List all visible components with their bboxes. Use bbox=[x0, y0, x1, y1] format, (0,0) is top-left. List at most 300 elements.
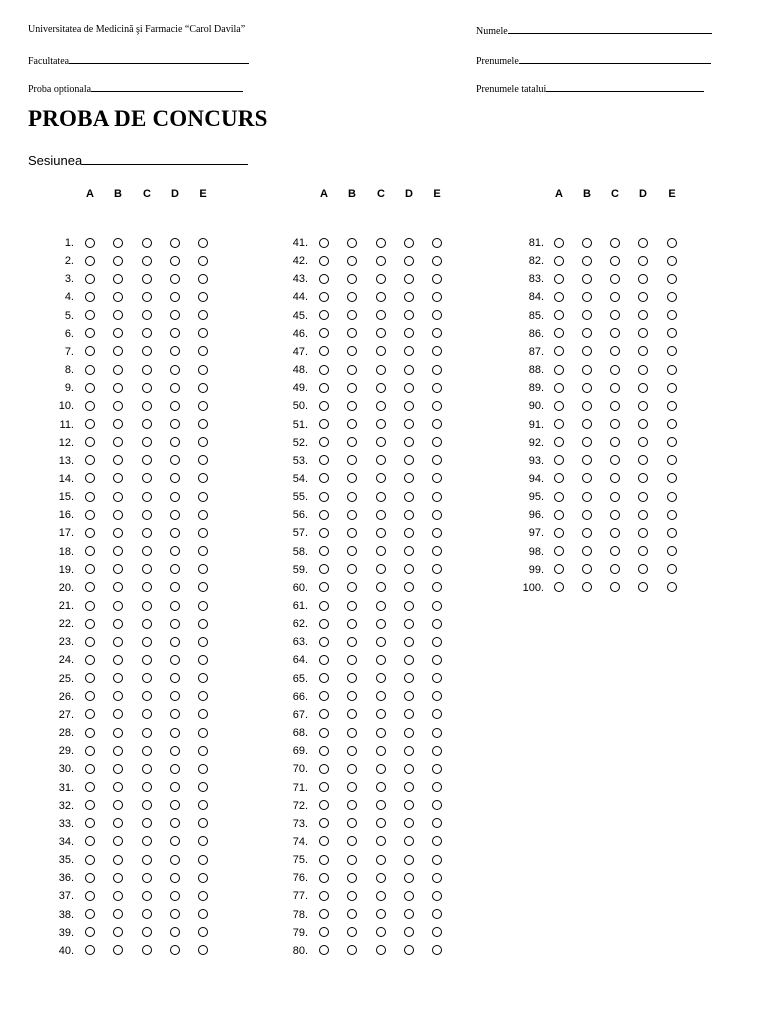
answer-bubble-a[interactable] bbox=[319, 691, 329, 701]
answer-bubble-b[interactable] bbox=[113, 637, 123, 647]
answer-bubble-a[interactable] bbox=[554, 365, 564, 375]
answer-bubble-d[interactable] bbox=[638, 328, 648, 338]
answer-bubble-a[interactable] bbox=[85, 510, 95, 520]
answer-bubble-d[interactable] bbox=[170, 437, 180, 447]
answer-bubble-d[interactable] bbox=[404, 891, 414, 901]
answer-bubble-d[interactable] bbox=[404, 328, 414, 338]
answer-bubble-b[interactable] bbox=[113, 292, 123, 302]
answer-bubble-a[interactable] bbox=[85, 836, 95, 846]
answer-bubble-b[interactable] bbox=[113, 455, 123, 465]
answer-bubble-a[interactable] bbox=[554, 383, 564, 393]
answer-bubble-d[interactable] bbox=[170, 274, 180, 284]
answer-bubble-e[interactable] bbox=[432, 655, 442, 665]
answer-bubble-c[interactable] bbox=[142, 437, 152, 447]
answer-bubble-d[interactable] bbox=[170, 492, 180, 502]
answer-bubble-c[interactable] bbox=[376, 473, 386, 483]
answer-bubble-a[interactable] bbox=[85, 328, 95, 338]
answer-bubble-a[interactable] bbox=[85, 855, 95, 865]
answer-bubble-c[interactable] bbox=[610, 582, 620, 592]
answer-bubble-e[interactable] bbox=[198, 437, 208, 447]
answer-bubble-b[interactable] bbox=[113, 927, 123, 937]
answer-bubble-c[interactable] bbox=[376, 855, 386, 865]
answer-bubble-d[interactable] bbox=[404, 673, 414, 683]
answer-bubble-e[interactable] bbox=[432, 728, 442, 738]
answer-bubble-c[interactable] bbox=[142, 238, 152, 248]
answer-bubble-d[interactable] bbox=[170, 582, 180, 592]
answer-bubble-c[interactable] bbox=[142, 492, 152, 502]
answer-bubble-d[interactable] bbox=[404, 619, 414, 629]
answer-bubble-a[interactable] bbox=[85, 746, 95, 756]
answer-bubble-c[interactable] bbox=[142, 709, 152, 719]
answer-bubble-a[interactable] bbox=[319, 927, 329, 937]
answer-bubble-a[interactable] bbox=[554, 419, 564, 429]
answer-bubble-d[interactable] bbox=[170, 691, 180, 701]
answer-bubble-b[interactable] bbox=[347, 637, 357, 647]
answer-bubble-c[interactable] bbox=[376, 909, 386, 919]
answer-bubble-d[interactable] bbox=[404, 764, 414, 774]
answer-bubble-b[interactable] bbox=[113, 709, 123, 719]
answer-bubble-a[interactable] bbox=[319, 528, 329, 538]
answer-bubble-a[interactable] bbox=[319, 637, 329, 647]
answer-bubble-e[interactable] bbox=[667, 455, 677, 465]
answer-bubble-d[interactable] bbox=[170, 637, 180, 647]
answer-bubble-c[interactable] bbox=[610, 510, 620, 520]
answer-bubble-b[interactable] bbox=[113, 492, 123, 502]
answer-bubble-d[interactable] bbox=[170, 709, 180, 719]
answer-bubble-b[interactable] bbox=[113, 764, 123, 774]
answer-bubble-b[interactable] bbox=[347, 927, 357, 937]
answer-bubble-d[interactable] bbox=[170, 855, 180, 865]
answer-bubble-c[interactable] bbox=[142, 746, 152, 756]
answer-bubble-c[interactable] bbox=[142, 855, 152, 865]
answer-bubble-a[interactable] bbox=[85, 546, 95, 556]
answer-bubble-a[interactable] bbox=[554, 473, 564, 483]
answer-bubble-b[interactable] bbox=[582, 274, 592, 284]
answer-bubble-b[interactable] bbox=[113, 582, 123, 592]
answer-bubble-d[interactable] bbox=[638, 473, 648, 483]
answer-bubble-c[interactable] bbox=[142, 274, 152, 284]
answer-bubble-d[interactable] bbox=[170, 310, 180, 320]
answer-bubble-a[interactable] bbox=[85, 473, 95, 483]
answer-bubble-c[interactable] bbox=[142, 655, 152, 665]
answer-bubble-e[interactable] bbox=[432, 782, 442, 792]
answer-bubble-c[interactable] bbox=[610, 455, 620, 465]
answer-bubble-b[interactable] bbox=[347, 492, 357, 502]
answer-bubble-e[interactable] bbox=[667, 528, 677, 538]
answer-bubble-a[interactable] bbox=[319, 328, 329, 338]
answer-bubble-a[interactable] bbox=[319, 238, 329, 248]
answer-bubble-d[interactable] bbox=[638, 346, 648, 356]
answer-bubble-d[interactable] bbox=[404, 346, 414, 356]
answer-bubble-e[interactable] bbox=[432, 637, 442, 647]
answer-bubble-d[interactable] bbox=[404, 310, 414, 320]
answer-bubble-c[interactable] bbox=[376, 383, 386, 393]
answer-bubble-a[interactable] bbox=[85, 365, 95, 375]
answer-bubble-d[interactable] bbox=[404, 437, 414, 447]
answer-bubble-b[interactable] bbox=[113, 855, 123, 865]
answer-bubble-b[interactable] bbox=[347, 764, 357, 774]
answer-bubble-b[interactable] bbox=[582, 419, 592, 429]
answer-bubble-e[interactable] bbox=[667, 401, 677, 411]
answer-bubble-d[interactable] bbox=[404, 238, 414, 248]
session-input-line[interactable] bbox=[82, 152, 248, 165]
answer-bubble-b[interactable] bbox=[347, 601, 357, 611]
answer-bubble-c[interactable] bbox=[376, 873, 386, 883]
answer-bubble-e[interactable] bbox=[432, 365, 442, 375]
answer-bubble-d[interactable] bbox=[404, 292, 414, 302]
answer-bubble-e[interactable] bbox=[432, 691, 442, 701]
answer-bubble-c[interactable] bbox=[376, 546, 386, 556]
answer-bubble-c[interactable] bbox=[142, 455, 152, 465]
answer-bubble-c[interactable] bbox=[376, 673, 386, 683]
answer-bubble-e[interactable] bbox=[198, 836, 208, 846]
answer-bubble-d[interactable] bbox=[638, 546, 648, 556]
answer-bubble-b[interactable] bbox=[113, 619, 123, 629]
answer-bubble-e[interactable] bbox=[432, 945, 442, 955]
answer-bubble-e[interactable] bbox=[198, 256, 208, 266]
answer-bubble-d[interactable] bbox=[404, 528, 414, 538]
answer-bubble-b[interactable] bbox=[347, 292, 357, 302]
answer-bubble-c[interactable] bbox=[610, 383, 620, 393]
answer-bubble-c[interactable] bbox=[142, 836, 152, 846]
answer-bubble-b[interactable] bbox=[347, 238, 357, 248]
answer-bubble-d[interactable] bbox=[404, 365, 414, 375]
answer-bubble-a[interactable] bbox=[319, 473, 329, 483]
answer-bubble-c[interactable] bbox=[142, 619, 152, 629]
answer-bubble-d[interactable] bbox=[170, 365, 180, 375]
answer-bubble-b[interactable] bbox=[347, 346, 357, 356]
answer-bubble-c[interactable] bbox=[376, 945, 386, 955]
answer-bubble-a[interactable] bbox=[319, 891, 329, 901]
answer-bubble-e[interactable] bbox=[432, 891, 442, 901]
answer-bubble-e[interactable] bbox=[432, 582, 442, 592]
answer-bubble-b[interactable] bbox=[347, 691, 357, 701]
answer-bubble-c[interactable] bbox=[610, 238, 620, 248]
answer-bubble-c[interactable] bbox=[610, 437, 620, 447]
answer-bubble-d[interactable] bbox=[170, 564, 180, 574]
answer-bubble-d[interactable] bbox=[404, 473, 414, 483]
answer-bubble-c[interactable] bbox=[610, 419, 620, 429]
answer-bubble-e[interactable] bbox=[198, 582, 208, 592]
answer-bubble-d[interactable] bbox=[404, 818, 414, 828]
answer-bubble-d[interactable] bbox=[638, 455, 648, 465]
answer-bubble-d[interactable] bbox=[404, 582, 414, 592]
answer-bubble-b[interactable] bbox=[347, 673, 357, 683]
answer-bubble-e[interactable] bbox=[198, 346, 208, 356]
answer-bubble-b[interactable] bbox=[113, 673, 123, 683]
answer-bubble-b[interactable] bbox=[582, 328, 592, 338]
answer-bubble-b[interactable] bbox=[113, 528, 123, 538]
answer-bubble-e[interactable] bbox=[432, 818, 442, 828]
answer-bubble-c[interactable] bbox=[142, 927, 152, 937]
answer-bubble-d[interactable] bbox=[638, 365, 648, 375]
answer-bubble-c[interactable] bbox=[376, 564, 386, 574]
answer-bubble-e[interactable] bbox=[432, 764, 442, 774]
answer-bubble-d[interactable] bbox=[170, 455, 180, 465]
answer-bubble-a[interactable] bbox=[85, 818, 95, 828]
answer-bubble-e[interactable] bbox=[198, 383, 208, 393]
answer-bubble-e[interactable] bbox=[198, 691, 208, 701]
answer-bubble-c[interactable] bbox=[142, 564, 152, 574]
answer-bubble-b[interactable] bbox=[347, 782, 357, 792]
answer-bubble-d[interactable] bbox=[638, 238, 648, 248]
answer-bubble-e[interactable] bbox=[198, 637, 208, 647]
answer-bubble-c[interactable] bbox=[142, 637, 152, 647]
answer-bubble-c[interactable] bbox=[376, 346, 386, 356]
answer-bubble-c[interactable] bbox=[376, 764, 386, 774]
answer-bubble-d[interactable] bbox=[170, 346, 180, 356]
answer-bubble-d[interactable] bbox=[638, 292, 648, 302]
answer-bubble-a[interactable] bbox=[85, 782, 95, 792]
answer-bubble-a[interactable] bbox=[85, 238, 95, 248]
answer-bubble-e[interactable] bbox=[432, 800, 442, 810]
answer-bubble-a[interactable] bbox=[319, 455, 329, 465]
answer-bubble-d[interactable] bbox=[638, 401, 648, 411]
answer-bubble-a[interactable] bbox=[554, 310, 564, 320]
answer-bubble-c[interactable] bbox=[376, 637, 386, 647]
answer-bubble-c[interactable] bbox=[142, 256, 152, 266]
answer-bubble-b[interactable] bbox=[113, 401, 123, 411]
answer-bubble-d[interactable] bbox=[404, 873, 414, 883]
answer-bubble-c[interactable] bbox=[376, 927, 386, 937]
answer-bubble-a[interactable] bbox=[319, 800, 329, 810]
answer-bubble-a[interactable] bbox=[85, 673, 95, 683]
answer-bubble-b[interactable] bbox=[347, 855, 357, 865]
answer-bubble-b[interactable] bbox=[347, 800, 357, 810]
answer-bubble-e[interactable] bbox=[432, 492, 442, 502]
answer-bubble-c[interactable] bbox=[142, 328, 152, 338]
answer-bubble-c[interactable] bbox=[376, 437, 386, 447]
answer-bubble-c[interactable] bbox=[610, 473, 620, 483]
answer-bubble-b[interactable] bbox=[113, 328, 123, 338]
answer-bubble-e[interactable] bbox=[432, 601, 442, 611]
answer-bubble-b[interactable] bbox=[113, 818, 123, 828]
answer-bubble-e[interactable] bbox=[667, 365, 677, 375]
answer-bubble-c[interactable] bbox=[376, 601, 386, 611]
answer-bubble-e[interactable] bbox=[667, 546, 677, 556]
answer-bubble-b[interactable] bbox=[347, 437, 357, 447]
answer-bubble-d[interactable] bbox=[404, 274, 414, 284]
answer-bubble-c[interactable] bbox=[142, 292, 152, 302]
answer-bubble-a[interactable] bbox=[85, 728, 95, 738]
answer-bubble-a[interactable] bbox=[85, 927, 95, 937]
answer-bubble-d[interactable] bbox=[404, 709, 414, 719]
answer-bubble-d[interactable] bbox=[170, 673, 180, 683]
answer-bubble-a[interactable] bbox=[319, 746, 329, 756]
answer-bubble-c[interactable] bbox=[376, 800, 386, 810]
answer-bubble-d[interactable] bbox=[404, 655, 414, 665]
answer-bubble-c[interactable] bbox=[610, 310, 620, 320]
answer-bubble-b[interactable] bbox=[113, 891, 123, 901]
answer-bubble-d[interactable] bbox=[170, 238, 180, 248]
answer-bubble-e[interactable] bbox=[432, 909, 442, 919]
answer-bubble-a[interactable] bbox=[85, 256, 95, 266]
answer-bubble-d[interactable] bbox=[170, 619, 180, 629]
answer-bubble-d[interactable] bbox=[170, 873, 180, 883]
answer-bubble-e[interactable] bbox=[198, 673, 208, 683]
answer-bubble-e[interactable] bbox=[667, 238, 677, 248]
answer-bubble-c[interactable] bbox=[610, 346, 620, 356]
answer-bubble-a[interactable] bbox=[319, 510, 329, 520]
answer-bubble-a[interactable] bbox=[554, 510, 564, 520]
answer-bubble-a[interactable] bbox=[319, 346, 329, 356]
answer-bubble-e[interactable] bbox=[198, 891, 208, 901]
answer-bubble-a[interactable] bbox=[554, 564, 564, 574]
answer-bubble-e[interactable] bbox=[198, 873, 208, 883]
answer-bubble-e[interactable] bbox=[432, 836, 442, 846]
answer-bubble-a[interactable] bbox=[85, 401, 95, 411]
answer-bubble-d[interactable] bbox=[638, 564, 648, 574]
answer-bubble-b[interactable] bbox=[113, 365, 123, 375]
answer-bubble-c[interactable] bbox=[142, 601, 152, 611]
answer-bubble-a[interactable] bbox=[554, 256, 564, 266]
answer-bubble-b[interactable] bbox=[582, 383, 592, 393]
answer-bubble-b[interactable] bbox=[113, 945, 123, 955]
answer-bubble-a[interactable] bbox=[85, 800, 95, 810]
answer-bubble-e[interactable] bbox=[198, 746, 208, 756]
answer-bubble-e[interactable] bbox=[667, 346, 677, 356]
answer-bubble-a[interactable] bbox=[319, 546, 329, 556]
answer-bubble-c[interactable] bbox=[142, 673, 152, 683]
answer-bubble-d[interactable] bbox=[170, 546, 180, 556]
answer-bubble-a[interactable] bbox=[85, 310, 95, 320]
father-name-input-line[interactable] bbox=[546, 82, 704, 92]
answer-bubble-e[interactable] bbox=[432, 346, 442, 356]
answer-bubble-e[interactable] bbox=[198, 473, 208, 483]
answer-bubble-d[interactable] bbox=[638, 510, 648, 520]
answer-bubble-b[interactable] bbox=[582, 528, 592, 538]
answer-bubble-a[interactable] bbox=[554, 582, 564, 592]
answer-bubble-a[interactable] bbox=[554, 274, 564, 284]
answer-bubble-a[interactable] bbox=[85, 619, 95, 629]
answer-bubble-a[interactable] bbox=[85, 637, 95, 647]
answer-bubble-d[interactable] bbox=[170, 836, 180, 846]
answer-bubble-b[interactable] bbox=[582, 546, 592, 556]
answer-bubble-a[interactable] bbox=[554, 546, 564, 556]
answer-bubble-c[interactable] bbox=[142, 800, 152, 810]
answer-bubble-e[interactable] bbox=[198, 800, 208, 810]
answer-bubble-d[interactable] bbox=[170, 601, 180, 611]
answer-bubble-e[interactable] bbox=[432, 419, 442, 429]
answer-bubble-c[interactable] bbox=[376, 365, 386, 375]
answer-bubble-e[interactable] bbox=[198, 655, 208, 665]
answer-bubble-a[interactable] bbox=[554, 528, 564, 538]
answer-bubble-e[interactable] bbox=[432, 855, 442, 865]
answer-bubble-b[interactable] bbox=[582, 492, 592, 502]
optional-test-input-line[interactable] bbox=[91, 82, 243, 92]
answer-bubble-e[interactable] bbox=[432, 528, 442, 538]
answer-bubble-a[interactable] bbox=[85, 764, 95, 774]
answer-bubble-c[interactable] bbox=[142, 818, 152, 828]
answer-bubble-a[interactable] bbox=[319, 310, 329, 320]
answer-bubble-e[interactable] bbox=[432, 401, 442, 411]
answer-bubble-b[interactable] bbox=[347, 401, 357, 411]
answer-bubble-d[interactable] bbox=[170, 945, 180, 955]
answer-bubble-c[interactable] bbox=[376, 691, 386, 701]
answer-bubble-d[interactable] bbox=[404, 927, 414, 937]
answer-bubble-a[interactable] bbox=[554, 492, 564, 502]
answer-bubble-d[interactable] bbox=[170, 292, 180, 302]
answer-bubble-b[interactable] bbox=[347, 383, 357, 393]
answer-bubble-b[interactable] bbox=[347, 473, 357, 483]
answer-bubble-c[interactable] bbox=[376, 492, 386, 502]
answer-bubble-d[interactable] bbox=[170, 746, 180, 756]
answer-bubble-e[interactable] bbox=[198, 764, 208, 774]
answer-bubble-a[interactable] bbox=[319, 855, 329, 865]
answer-bubble-c[interactable] bbox=[142, 582, 152, 592]
answer-bubble-b[interactable] bbox=[347, 818, 357, 828]
answer-bubble-a[interactable] bbox=[319, 419, 329, 429]
answer-bubble-a[interactable] bbox=[85, 292, 95, 302]
answer-bubble-d[interactable] bbox=[170, 891, 180, 901]
answer-bubble-e[interactable] bbox=[198, 365, 208, 375]
answer-bubble-e[interactable] bbox=[198, 546, 208, 556]
answer-bubble-e[interactable] bbox=[432, 927, 442, 937]
answer-bubble-c[interactable] bbox=[142, 546, 152, 556]
answer-bubble-e[interactable] bbox=[667, 582, 677, 592]
answer-bubble-e[interactable] bbox=[198, 401, 208, 411]
answer-bubble-b[interactable] bbox=[582, 256, 592, 266]
answer-bubble-c[interactable] bbox=[142, 764, 152, 774]
answer-bubble-a[interactable] bbox=[319, 383, 329, 393]
answer-bubble-e[interactable] bbox=[198, 945, 208, 955]
answer-bubble-c[interactable] bbox=[142, 383, 152, 393]
answer-bubble-e[interactable] bbox=[432, 256, 442, 266]
answer-bubble-c[interactable] bbox=[376, 310, 386, 320]
answer-bubble-d[interactable] bbox=[638, 310, 648, 320]
answer-bubble-b[interactable] bbox=[347, 274, 357, 284]
answer-bubble-b[interactable] bbox=[113, 238, 123, 248]
answer-bubble-b[interactable] bbox=[347, 582, 357, 592]
answer-bubble-b[interactable] bbox=[113, 746, 123, 756]
answer-bubble-d[interactable] bbox=[404, 256, 414, 266]
answer-bubble-b[interactable] bbox=[347, 365, 357, 375]
answer-bubble-e[interactable] bbox=[432, 746, 442, 756]
answer-bubble-b[interactable] bbox=[347, 873, 357, 883]
answer-bubble-b[interactable] bbox=[113, 909, 123, 919]
answer-bubble-e[interactable] bbox=[432, 274, 442, 284]
answer-bubble-e[interactable] bbox=[432, 873, 442, 883]
answer-bubble-b[interactable] bbox=[113, 310, 123, 320]
answer-bubble-d[interactable] bbox=[404, 637, 414, 647]
answer-bubble-b[interactable] bbox=[113, 546, 123, 556]
answer-bubble-e[interactable] bbox=[432, 455, 442, 465]
answer-bubble-a[interactable] bbox=[319, 945, 329, 955]
answer-bubble-d[interactable] bbox=[170, 782, 180, 792]
answer-bubble-b[interactable] bbox=[113, 836, 123, 846]
answer-bubble-a[interactable] bbox=[85, 873, 95, 883]
answer-bubble-e[interactable] bbox=[198, 782, 208, 792]
answer-bubble-e[interactable] bbox=[198, 510, 208, 520]
answer-bubble-a[interactable] bbox=[319, 365, 329, 375]
answer-bubble-c[interactable] bbox=[142, 528, 152, 538]
answer-bubble-e[interactable] bbox=[198, 328, 208, 338]
answer-bubble-c[interactable] bbox=[610, 292, 620, 302]
answer-bubble-d[interactable] bbox=[404, 601, 414, 611]
answer-bubble-b[interactable] bbox=[347, 709, 357, 719]
answer-bubble-c[interactable] bbox=[376, 274, 386, 284]
answer-bubble-b[interactable] bbox=[113, 274, 123, 284]
answer-bubble-e[interactable] bbox=[432, 564, 442, 574]
answer-bubble-d[interactable] bbox=[404, 746, 414, 756]
answer-bubble-a[interactable] bbox=[319, 873, 329, 883]
answer-bubble-e[interactable] bbox=[198, 927, 208, 937]
answer-bubble-e[interactable] bbox=[198, 238, 208, 248]
answer-bubble-d[interactable] bbox=[638, 528, 648, 538]
answer-bubble-d[interactable] bbox=[170, 818, 180, 828]
answer-bubble-b[interactable] bbox=[347, 564, 357, 574]
answer-bubble-d[interactable] bbox=[170, 256, 180, 266]
